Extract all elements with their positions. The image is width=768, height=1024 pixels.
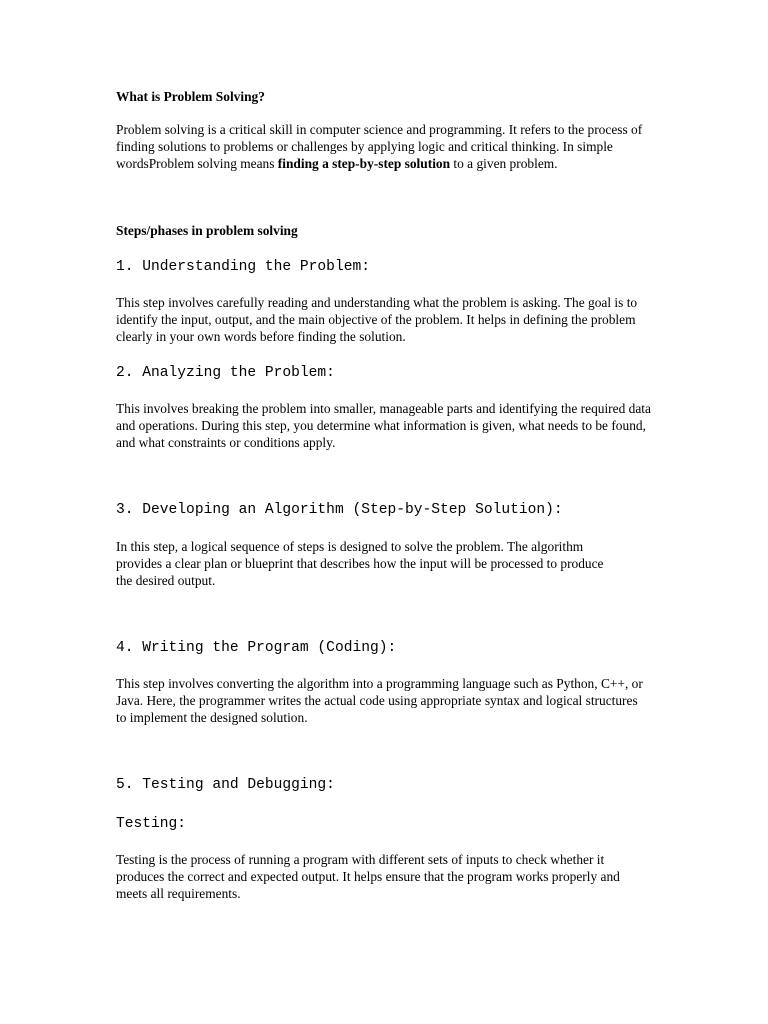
section-2-heading: 2. Analyzing the Problem: [116, 365, 335, 381]
section-5-body: Testing is the process of running a program with different sets of inputs to check whether it produces the correct and expected output. It helps ensure that the program works properly and meets all requirements. [116, 852, 620, 901]
section-2-body: This involves breaking the problem into smaller, manageable parts and identifying the required data and operations. During this step, you determine what information is given, what needs to be found, and what constraints or conditions apply. [116, 401, 651, 450]
steps-heading: Steps/phases in problem solving [116, 223, 298, 238]
page-title: What is Problem Solving? [116, 89, 265, 104]
section-4-body: This step involves converting the algorithm into a programming language such as Python, C++, or Java. Here, the programmer writes the actual code using appropriate syntax and logical structures to implement the designed solution. [116, 676, 643, 725]
intro-text: Problem solving is a critical skill in computer science and programming. It refers to the process of finding solutions to problems or challenges by applying logic and critical thinking. In simple wordsProblem solving means [116, 122, 643, 171]
intro-paragraph [116, 121, 656, 172]
section-3-body: In this step, a logical sequence of steps is designed to solve the problem. The algorithm provides a clear plan or blueprint that describes how the input will be processed to produce the desired output. [116, 539, 604, 588]
section-3-heading: 3. Developing an Algorithm (Step-by-Step Solution): [116, 502, 563, 518]
section-5-heading: 5. Testing and Debugging: [116, 777, 335, 793]
section-1-body: This step involves carefully reading and understanding what the problem is asking. The goal is to identify the input, output, and the main objective of the problem. It helps in defining the problem clearly in your own words before finding the solution. [116, 295, 638, 344]
intro-bold-text: finding a step-by-step solution [277, 156, 451, 171]
section-5-subheading: Testing: [116, 816, 187, 832]
intro-text-end: to a given problem. [450, 156, 558, 171]
section-1-heading: 1. Understanding the Problem: [116, 259, 370, 275]
section-4-heading: 4. Writing the Program (Coding): [116, 640, 397, 656]
